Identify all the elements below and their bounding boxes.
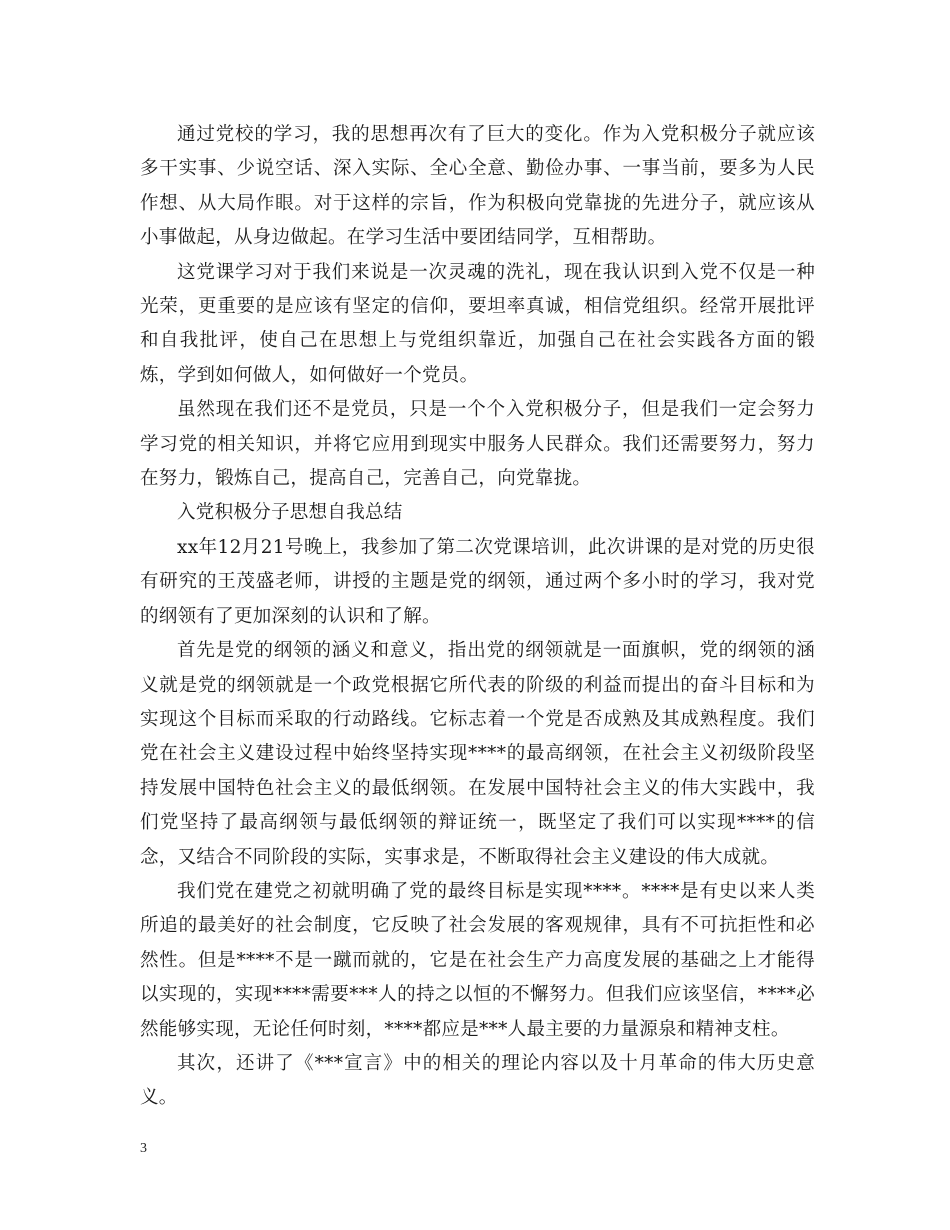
document-body [140, 118, 815, 1116]
paragraph-manifesto: 其次，还讲了《***宣言》中的相关的理论内容以及十月革命的伟大历史意义。 [140, 1052, 815, 1109]
paragraph-second-lesson: xx年12月21号晚上，我参加了第二次党课培训，此次讲课的是对党的历史很有研究的王茂盛老师，讲授的主题是党的纲领，通过两个多小时的学习，我对党的纲领有了更加深刻的认识和了解。 [140, 536, 815, 627]
paragraph-party-lesson-baptism: 这党课学习对于我们来说是一次灵魂的洗礼，现在我认识到入党不仅是一种光荣，更重要的是应该有坚定的信仰，要坦率真诚，相信党组织。经常开展批评和自我批评，使自己在思想上与党组织靠近，加强自己在社会实践各方面的锻炼，学到如何做人，如何做好一个党员。 [140, 261, 815, 386]
paragraph-party-program-meaning: 首先是党的纲领的涵义和意义，指出党的纲领就是一面旗帜，党的纲领的涵义就是党的纲领就是一个政党根据它所代表的阶级的利益而提出的奋斗目标和为实现这个目标而采取的行动路线。它标志着一个党是否成熟及其成熟程度。我们党在社会主义建设过程中始终坚持实现****的最高纲领，在社会主义初级阶段坚持发展中国特色社会主义的最低纲领。在发展中国特社会主义的伟大实践中，我们党坚持了最高纲领与最低纲领的辩证统一，既坚定了我们可以实现****的信念，又结合不同阶段的实际，实事求是，不断取得社会主义建设的伟大成就。 [140, 640, 815, 868]
paragraph-ultimate-goal: 我们党在建党之初就明确了党的最终目标是实现****。****是有史以来人类所追的最美好的社会制度，它反映了社会发展的客观规律，具有不可抗拒性和必然性。但是****不是一蹴而就的，它是在社会生产力高度发展的基础之上才能得以实现的，实现****需要***人的持之以恒的不懈努力。但我们应该坚信，****必然能够实现，无论任何时刻，****都应是***人最主要的力量源泉和精神支柱。 [140, 880, 815, 1040]
page-number: 3 [140, 1141, 147, 1156]
paragraph-not-yet-member: 虽然现在我们还不是党员，只是一个个入党积极分子，但是我们一定会努力学习党的相关知识，并将它应用到现实中服务人民群众。我们还需要努力，努力在努力，锻炼自己，提高自己，完善自己，向党靠拢。 [140, 399, 815, 490]
section-heading: 入党积极分子思想自我总结 [177, 502, 403, 524]
paragraph-party-school-study: 通过党校的学习，我的思想再次有了巨大的变化。作为入党积极分子就应该多干实事、少说空话、深入实际、全心全意、勤俭办事、一事当前，要多为人民作想、从大局作眼。对于这样的宗旨，作为积极向党靠拢的先进分子，就应该从小事做起，从身边做起。在学习生活中要团结同学，互相帮助。 [140, 124, 815, 249]
